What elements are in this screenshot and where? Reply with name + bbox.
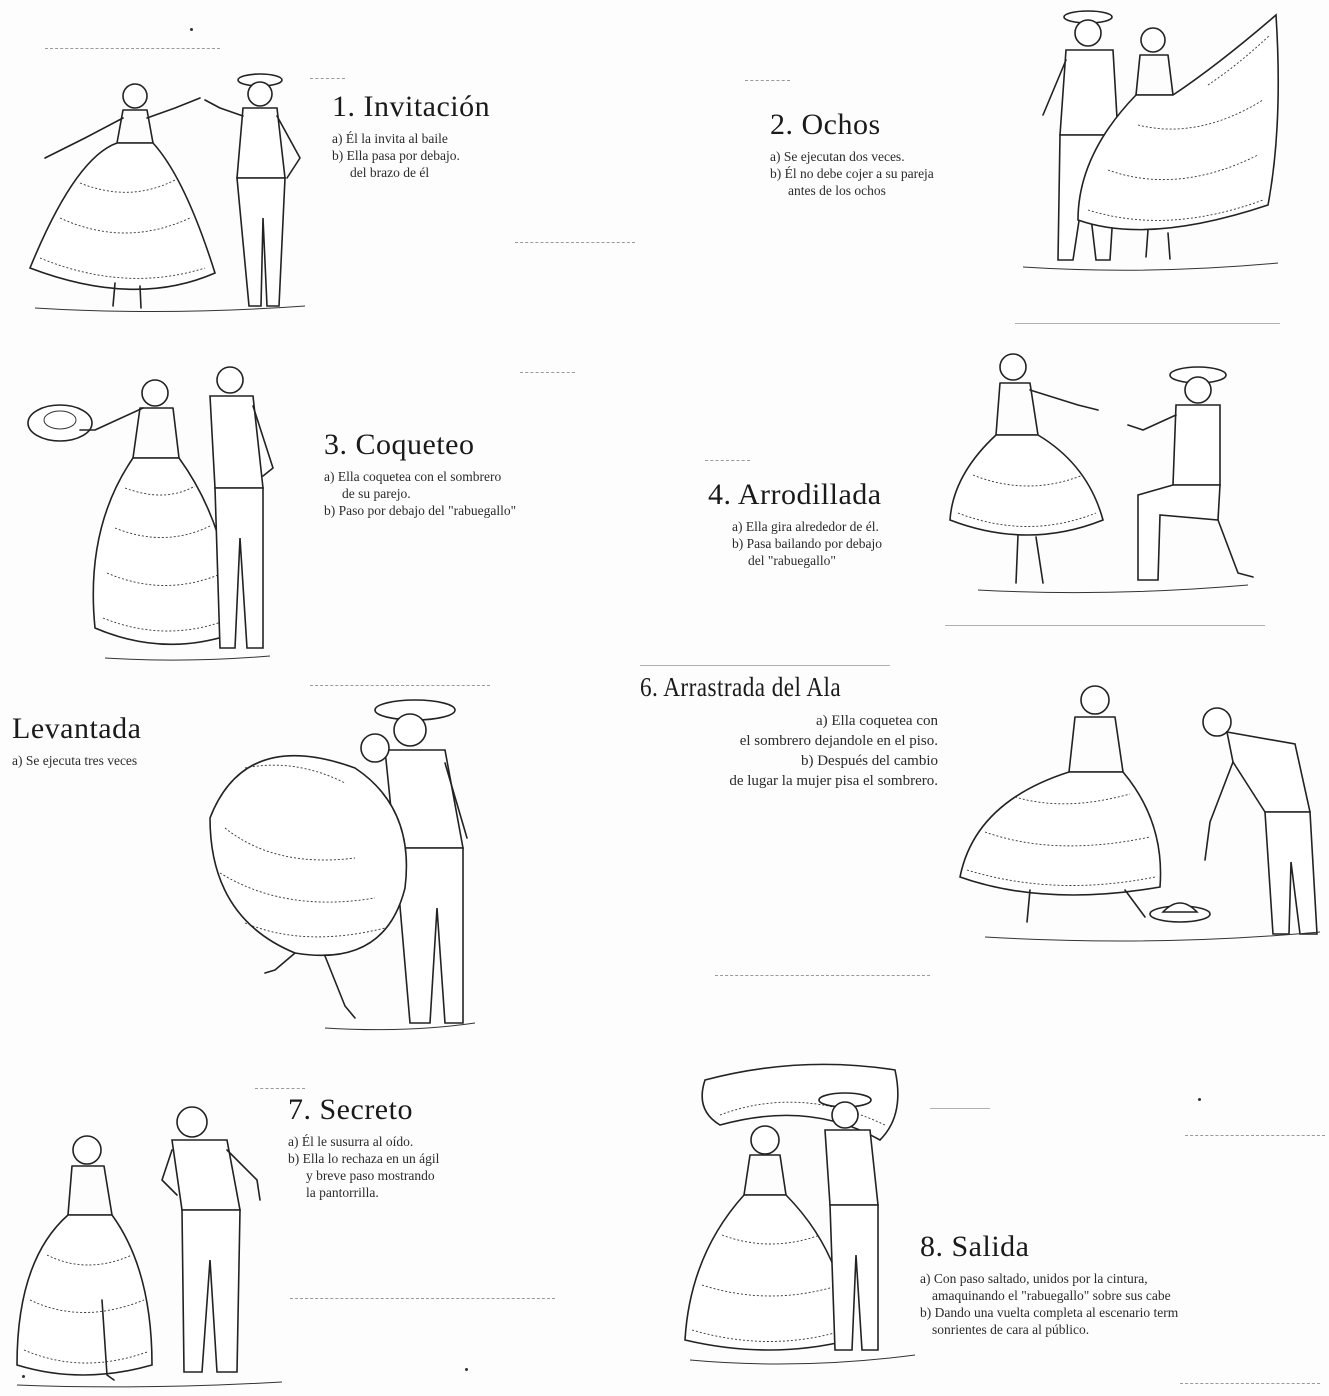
step-line: de su parejo. <box>342 486 411 501</box>
step-line: a) Ella gira alrededor de él. <box>732 519 879 534</box>
step-line: antes de los ochos <box>788 183 886 198</box>
step-4 <box>708 478 882 569</box>
speck <box>1198 1098 1201 1101</box>
step-line: a) Se ejecutan dos veces. <box>770 149 905 164</box>
divider <box>290 1298 555 1299</box>
step-line: del brazo de él <box>350 165 430 180</box>
step-title: 1. Invitación <box>332 90 491 123</box>
step-8 <box>920 1230 1178 1338</box>
dancing-couple-icon <box>680 1055 920 1370</box>
step-title: 4. Arrodillada <box>708 478 882 511</box>
divider <box>310 78 345 79</box>
step-line: b) Después del cambio <box>800 753 938 769</box>
divider <box>310 685 490 686</box>
step-line: a) Ella coquetea con el sombrero <box>324 469 502 484</box>
divider <box>640 665 890 666</box>
dancing-couple-icon <box>948 345 1258 595</box>
step-line: sonrientes de cara al público. <box>932 1322 1090 1337</box>
step-line: de lugar la mujer pisa el sombrero. <box>729 773 938 789</box>
dancing-couple-icon <box>205 688 480 1033</box>
divider <box>255 1088 305 1089</box>
dancing-couple-icon <box>12 1100 287 1390</box>
divider <box>1015 323 1280 324</box>
step-line: b) Pasa bailando por debajo <box>732 536 882 551</box>
step-5 <box>12 712 141 769</box>
step-title: 8. Salida <box>920 1230 1030 1263</box>
step-line: b) Paso por debajo del "rabuegallo" <box>324 503 517 518</box>
divider <box>45 48 220 49</box>
step-6 <box>640 672 938 791</box>
step-line: a) Él le susurra al oído. <box>288 1134 414 1149</box>
step-line: el sombrero dejandole en el piso. <box>739 733 938 749</box>
step-line: b) Dando una vuelta completa al escenario term <box>920 1305 1179 1320</box>
step-line: amaquinando el "rabuegallo" sobre sus cabe <box>932 1288 1171 1303</box>
step-line: b) Ella pasa por debajo. <box>332 148 460 163</box>
step-line: a) Ella coquetea con <box>815 713 938 729</box>
step-title: 7. Secreto <box>288 1093 413 1126</box>
step-7 <box>288 1093 439 1201</box>
step-line: la pantorrilla. <box>306 1185 379 1200</box>
divider <box>1180 1383 1320 1384</box>
step-1 <box>332 90 490 181</box>
divider <box>930 1108 990 1109</box>
step-title: 2. Ochos <box>770 108 881 141</box>
step-line: a) Con paso saltado, unidos por la cintura, <box>920 1271 1148 1286</box>
dancing-couple-icon <box>15 358 280 663</box>
step-title: 6. Arrastrada del Ala <box>640 672 842 702</box>
divider <box>1185 1135 1325 1136</box>
step-line: b) Ella lo rechaza en un ágil <box>288 1151 440 1166</box>
dancing-couple-icon <box>15 68 315 318</box>
speck <box>22 1375 25 1378</box>
step-line: del "rabuegallo" <box>748 553 836 568</box>
step-line: a) Se ejecuta tres veces <box>12 753 138 768</box>
divider <box>515 242 635 243</box>
speck <box>190 28 193 31</box>
step-title: Levantada <box>12 712 142 745</box>
divider <box>715 975 930 976</box>
step-title: 3. Coqueteo <box>324 428 475 461</box>
step-2 <box>770 108 934 199</box>
step-line: y breve paso mostrando <box>306 1168 435 1183</box>
divider <box>745 80 790 81</box>
step-line: a) Él la invita al baile <box>332 131 448 146</box>
speck <box>465 1368 468 1371</box>
dancing-couple-icon <box>1018 5 1283 275</box>
step-3 <box>324 428 516 519</box>
divider <box>945 625 1265 626</box>
step-line: b) Él no debe cojer a su pareja <box>770 166 934 181</box>
dancing-couple-icon <box>955 672 1325 947</box>
divider <box>520 372 575 373</box>
divider <box>705 460 750 461</box>
